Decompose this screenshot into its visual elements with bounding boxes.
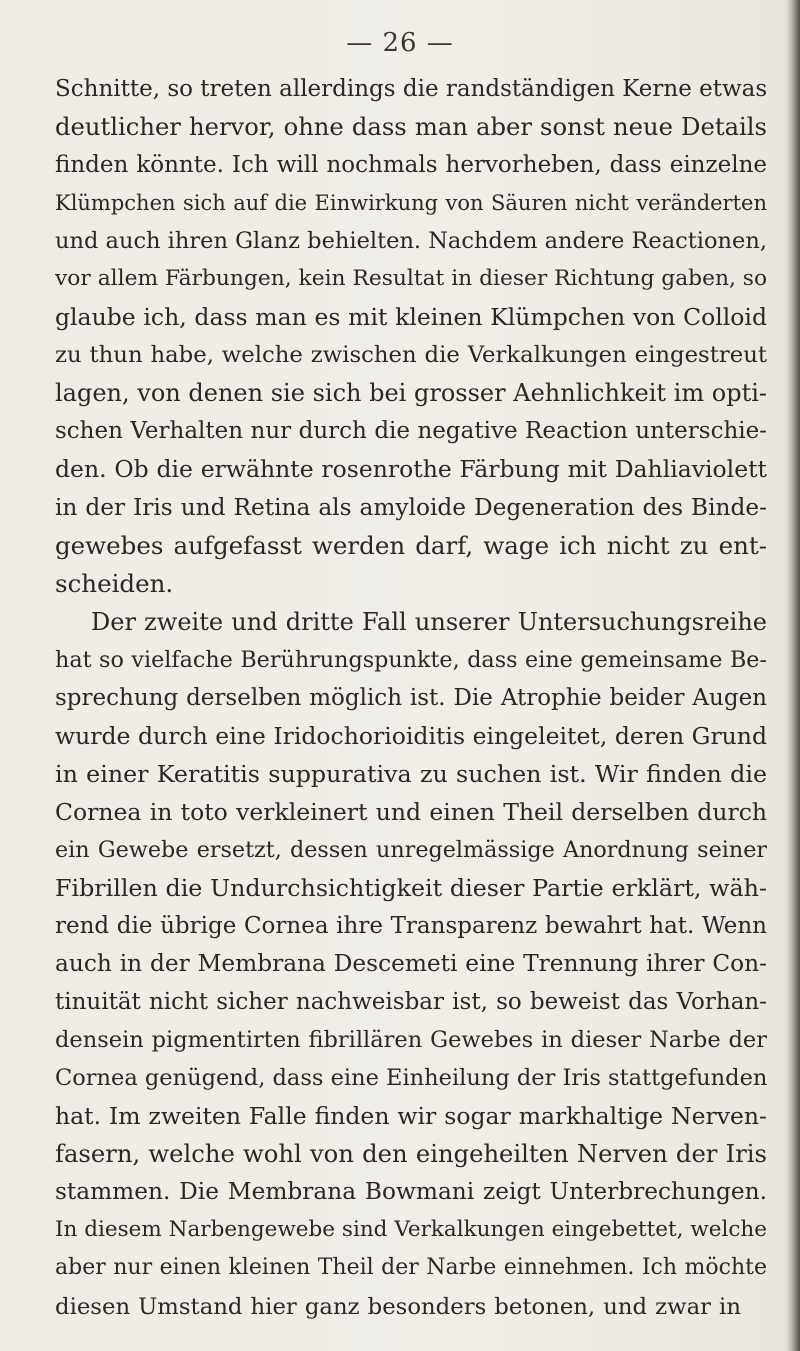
page-number: — 26 — xyxy=(346,28,454,58)
body-text xyxy=(55,70,767,1326)
text-line: hat. Im zweiten Falle finden wir sogar markhaltige Nerven- xyxy=(55,1102,767,1131)
text-line: Cornea in toto verkleinert und einen Theil derselben durch xyxy=(55,797,767,826)
text-line: hat so vielfache Berührungspunkte, dass eine gemeinsame Be- xyxy=(55,646,767,673)
text-line: auch in der Membrana Descemeti eine Trennung ihrer Con- xyxy=(55,950,767,978)
text-line: zu thun habe, welche zwischen die Verkalkungen eingestreut xyxy=(55,342,767,369)
text-line: sprechung derselben möglich ist. Die Atrophie beider Augen xyxy=(55,684,767,711)
text-line: tinuität nicht sicher nachweisbar ist, so beweist das Vorhan- xyxy=(55,989,767,1016)
text-line: scheiden. xyxy=(55,568,174,598)
text-line: schen Verhalten nur durch die negative Reaction unterschie- xyxy=(55,418,767,445)
text-line: densein pigmentirten fibrillären Gewebes in dieser Narbe der xyxy=(55,1027,767,1054)
text-line: aber nur einen kleinen Theil der Narbe einnehmen. Ich möchte xyxy=(55,1255,767,1281)
text-line: ein Gewebe ersetzt, dessen unregelmässige Anordnung seiner xyxy=(55,836,767,863)
text-line: in einer Keratitis suppurativa zu suchen ist. Wir finden die xyxy=(55,759,767,788)
text-line: stammen. Die Membrana Bowmani zeigt Unterbrechungen. xyxy=(55,1178,767,1206)
text-line: und auch ihren Glanz behielten. Nachdem andere Reactionen, xyxy=(55,228,767,255)
text-line: In diesem Narbengewebe sind Verkalkungen eingebettet, welche xyxy=(55,1217,767,1243)
text-line: Schnitte, so treten allerdings die randständigen Kerne etwas xyxy=(55,76,767,102)
text-line: lagen, von denen sie sich bei grosser Aehnlichkeit im opti- xyxy=(55,379,767,408)
text-line: rend die übrige Cornea ihre Transparenz bewahrt hat. Wenn xyxy=(55,913,767,940)
text-line: Klümpchen sich auf die Einwirkung von Säuren nicht veränderten xyxy=(55,191,767,216)
text-line: in der Iris und Retina als amyloide Degeneration des Binde- xyxy=(55,493,767,521)
text-line: Fibrillen die Undurchsichtigkeit dieser Partie erklärt, wäh- xyxy=(55,873,767,902)
text-line: wurde durch eine Iridochorioiditis eingeleitet, deren Grund xyxy=(55,721,767,750)
text-line: glaube ich, dass man es mit kleinen Klümpchen von Colloid xyxy=(55,303,767,332)
text-line: deutlicher hervor, ohne dass man aber sonst neue Details xyxy=(55,112,767,142)
text-line: Der zweite und dritte Fall unserer Untersuchungsreihe xyxy=(91,607,767,636)
text-line: den. Ob die erwähnte rosenrothe Färbung mit Dahliaviolett xyxy=(55,455,767,484)
text-line: Cornea genügend, dass eine Einheilung der Iris stattgefunden xyxy=(55,1065,767,1092)
text-line: gewebes aufgefasst werden darf, wage ich nicht zu ent- xyxy=(55,530,767,560)
text-line: fasern, welche wohl von den eingeheilten Nerven der Iris xyxy=(55,1139,767,1169)
text-line: diesen Umstand hier ganz besonders betonen, und zwar in xyxy=(55,1293,741,1320)
page-edge-shadow xyxy=(786,0,800,1351)
text-line: vor allem Färbungen, kein Resultat in dieser Richtung gaben, so xyxy=(55,266,767,292)
text-line: finden könnte. Ich will nochmals hervorheben, dass einzelne xyxy=(55,152,767,179)
